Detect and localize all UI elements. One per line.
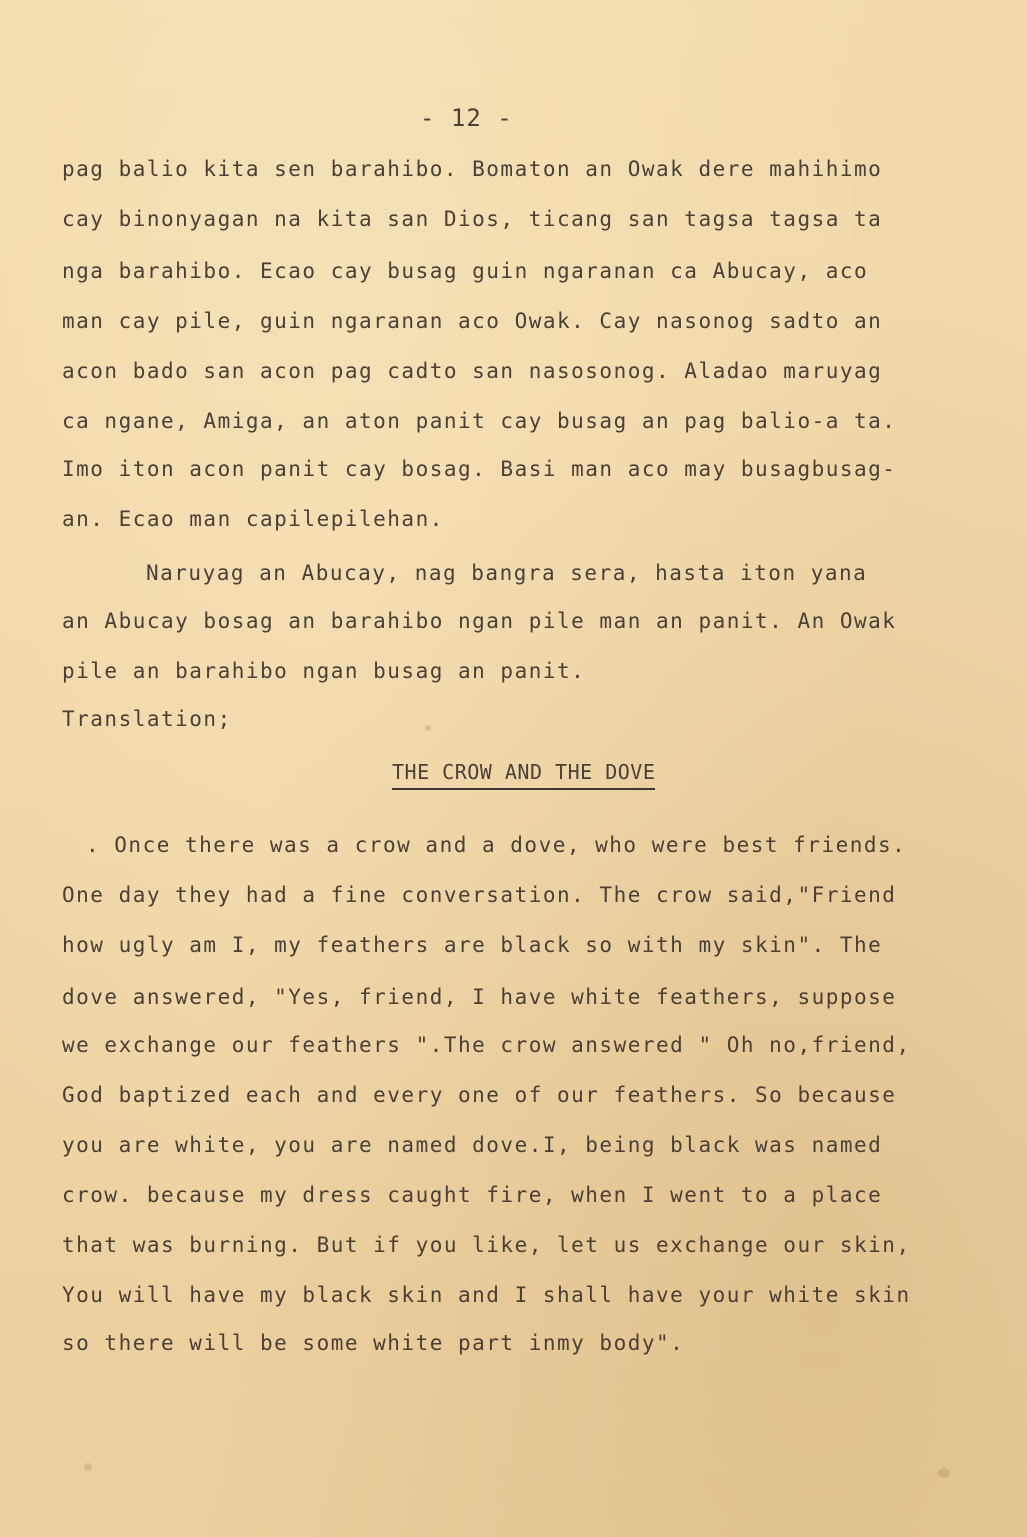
text-line: ca ngane, Amiga, an aton panit cay busag an pag balio-a ta. [62,409,897,433]
paper-stain [938,1468,950,1478]
page-number: - 12 - [420,104,513,132]
text-line: dove answered, "Yes, friend, I have white feathers, suppose [62,985,897,1009]
text-line: . Once there was a crow and a dove, who were best friends. [86,833,907,857]
text-line: nga barahibo. Ecao cay busag guin ngaranan ca Abucay, aco [62,259,869,283]
text-line: you are white, you are named dove.I, being black was named [62,1133,883,1157]
text-line: You will have my black skin and I shall have your white skin [62,1283,911,1307]
text-line: God baptized each and every one of our feathers. So because [62,1083,897,1107]
text-line: One day they had a fine conversation. The crow said,"Friend [62,883,897,907]
text-line: so there will be some white part inmy body". [62,1331,685,1355]
story-title: THE CROW AND THE DOVE [392,760,655,790]
text-line: pag balio kita sen barahibo. Bomaton an Owak dere mahihimo [62,157,883,181]
text-line: Naruyag an Abucay, nag bangra sera, hasta iton yana [146,561,868,585]
text-line: man cay pile, guin ngaranan aco Owak. Cay nasonog sadto an [62,309,883,333]
text-line: cay binonyagan na kita san Dios, ticang san tagsa tagsa ta [62,207,883,231]
text-line: crow. because my dress caught fire, when I went to a place [62,1183,883,1207]
text-line: how ugly am I, my feathers are black so with my skin". The [62,933,883,957]
text-line: we exchange our feathers ".The crow answered " Oh no,friend, [62,1033,911,1057]
paper-stain [84,1463,92,1471]
text-line: acon bado san acon pag cadto san nasosonog. Aladao maruyag [62,359,883,383]
text-line: an. Ecao man capilepilehan. [62,507,444,531]
text-line: Imo iton acon panit cay bosag. Basi man aco may busagbusag- [62,457,897,481]
paper-stain [425,725,431,731]
text-line: an Abucay bosag an barahibo ngan pile man an panit. An Owak [62,609,897,633]
text-line: pile an barahibo ngan busag an panit. [62,659,586,683]
translation-label: Translation; [62,707,232,731]
text-line: that was burning. But if you like, let us exchange our skin, [62,1233,911,1257]
